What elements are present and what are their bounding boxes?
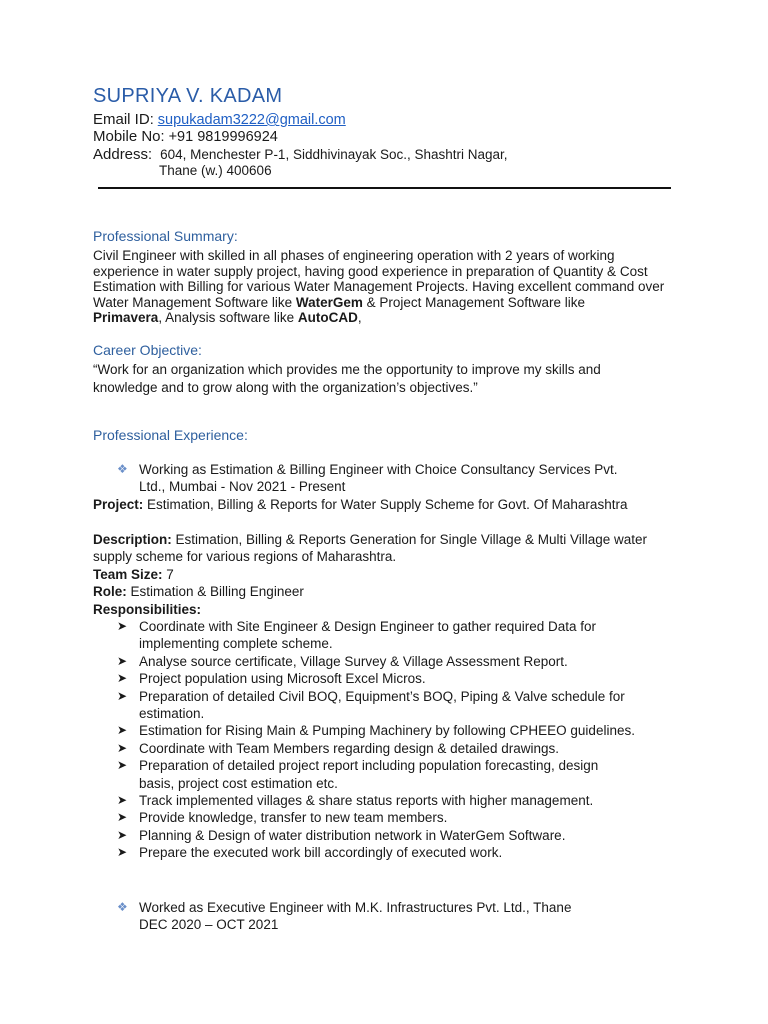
project-label: Project: [93,497,144,512]
job-1-title-text: Working as Estimation & Billing Engineer with Choice Consultancy Services Pvt. Ltd., Mumbai - Nov 2021 - Present [139,462,618,495]
arrowhead-bullet-icon: ➤ [117,827,128,842]
team-size-value: 7 [162,567,174,582]
responsibility-text: Prepare the executed work bill accordingly of executed work. [139,845,503,861]
list-item [117,757,637,792]
arrowhead-bullet-icon: ➤ [117,619,128,633]
job-2-dates: DEC 2020 – OCT 2021 [139,917,279,933]
address-line: Address: 604, Menchester P-1, Siddhivinayak Soc., Shashtri Nagar, [93,146,508,163]
email-label: Email ID [93,111,150,128]
responsibility-text: Preparation of detailed Civil BOQ, Equipment’s BOQ, Piping & Valve schedule for estimation. [139,688,625,722]
header-divider [98,187,671,189]
list-item [117,740,637,757]
summary-bold-autocad: AutoCAD [297,310,358,326]
summary-heading: Professional Summary: [93,228,238,244]
job-2-title [117,899,647,934]
job-1-project [93,496,653,513]
experience-heading: Professional Experience: [93,427,248,443]
job-1-description [93,531,653,566]
candidate-name: SUPRIYA V. KADAM [93,85,283,107]
team-size-label: Team Size: [93,567,163,582]
summary-bold-watergem: WaterGem [295,294,363,310]
address-line-1: 604, Menchester P-1, Siddhivinayak Soc., Shashtri Nagar, [160,147,508,162]
project-value: Estimation, Billing & Reports for Water Supply Scheme for Govt. Of Maharashtra [143,497,628,512]
mobile-number: +91 9819996924 [168,129,278,145]
arrowhead-bullet-icon: ➤ [117,740,128,755]
objective-text: “Work for an organization which provides me the opportunity to improve my skills and knowledge and to grow along with the organization’s objectives.” [93,362,601,395]
description-label: Description: [93,532,172,547]
list-item [117,653,637,670]
email-link[interactable]: supukadam3222@gmail.com [157,112,346,128]
responsibility-text: Preparation of detailed project report including population forecasting, design basis, project cost estimation etc. [139,758,599,791]
email-line: Email ID: supukadam3222@gmail.com [93,111,346,128]
list-item [117,722,637,739]
list-item [117,827,637,844]
role-value: Estimation & Billing Engineer [126,584,304,599]
summary-text-b: & Project Management Software like [362,294,585,310]
list-item [117,792,637,809]
responsibility-text: Analyse source certificate, Village Survey & Village Assessment Report. [139,653,568,669]
list-item [117,844,637,861]
objective-heading: Career Objective: [93,342,202,358]
list-item [117,670,637,687]
arrowhead-bullet-icon: ➤ [117,723,128,738]
role-label: Role: [93,584,127,599]
list-item [117,809,637,826]
summary-text-c: , Analysis software like [158,310,298,326]
job-1-responsibilities-label [93,601,653,618]
summary-text-a: Civil Engineer with skilled in all phases of engineering operation with 2 years of working experience in water supply project, having good experience in preparation of Quantity & Cost Estimation with Billing for various Water Management Projects. Having excellent command over Water Management Software like [93,248,665,310]
job-2-title-text: Worked as Executive Engineer with M.K. Infrastructures Pvt. Ltd., Thane [139,900,572,915]
responsibility-text: Planning & Design of water distribution network in WaterGem Software. [139,827,566,843]
arrowhead-bullet-icon: ➤ [117,810,128,825]
responsibility-text: Project population using Microsoft Excel Micros. [139,671,426,687]
arrowhead-bullet-icon: ➤ [117,845,128,860]
responsibility-text: Coordinate with Site Engineer & Design Engineer to gather required Data for implementing complete scheme. [139,619,597,652]
job-1-team-size [93,566,653,583]
responsibility-text: Provide knowledge, transfer to new team members. [139,810,448,826]
mobile-label: Mobile No [93,128,161,145]
arrowhead-bullet-icon: ➤ [117,671,128,686]
arrowhead-bullet-icon: ➤ [117,758,128,773]
arrowhead-bullet-icon: ➤ [117,793,128,808]
responsibility-text: Track implemented villages & share status reports with higher management. [139,793,594,809]
summary-text [93,248,683,326]
summary-text-d: , [357,310,362,326]
mobile-line: Mobile No: +91 9819996924 [93,128,278,145]
job-1-title [117,461,647,496]
address-line-2: Thane (w.) 400606 [159,163,272,178]
list-item [117,688,637,723]
diamond-bullet-icon: ❖ [117,900,128,914]
summary-bold-primavera: Primavera [93,310,159,326]
responsibility-text: Coordinate with Team Members regarding design & detailed drawings. [139,740,559,756]
arrowhead-bullet-icon: ➤ [117,653,128,668]
diamond-bullet-icon: ❖ [117,462,128,476]
address-label: Address [93,146,149,163]
list-item [117,618,637,653]
arrowhead-bullet-icon: ➤ [117,688,128,703]
responsibility-text: Estimation for Rising Main & Pumping Machinery by following CPHEEO guidelines. [139,723,635,739]
description-value: Estimation, Billing & Reports Generation for Single Village & Multi Village water supply scheme for various regions of Maharashtra. [93,532,648,565]
responsibilities-label: Responsibilities: [93,602,202,617]
responsibilities-list [117,618,637,862]
job-1-role [93,583,653,600]
